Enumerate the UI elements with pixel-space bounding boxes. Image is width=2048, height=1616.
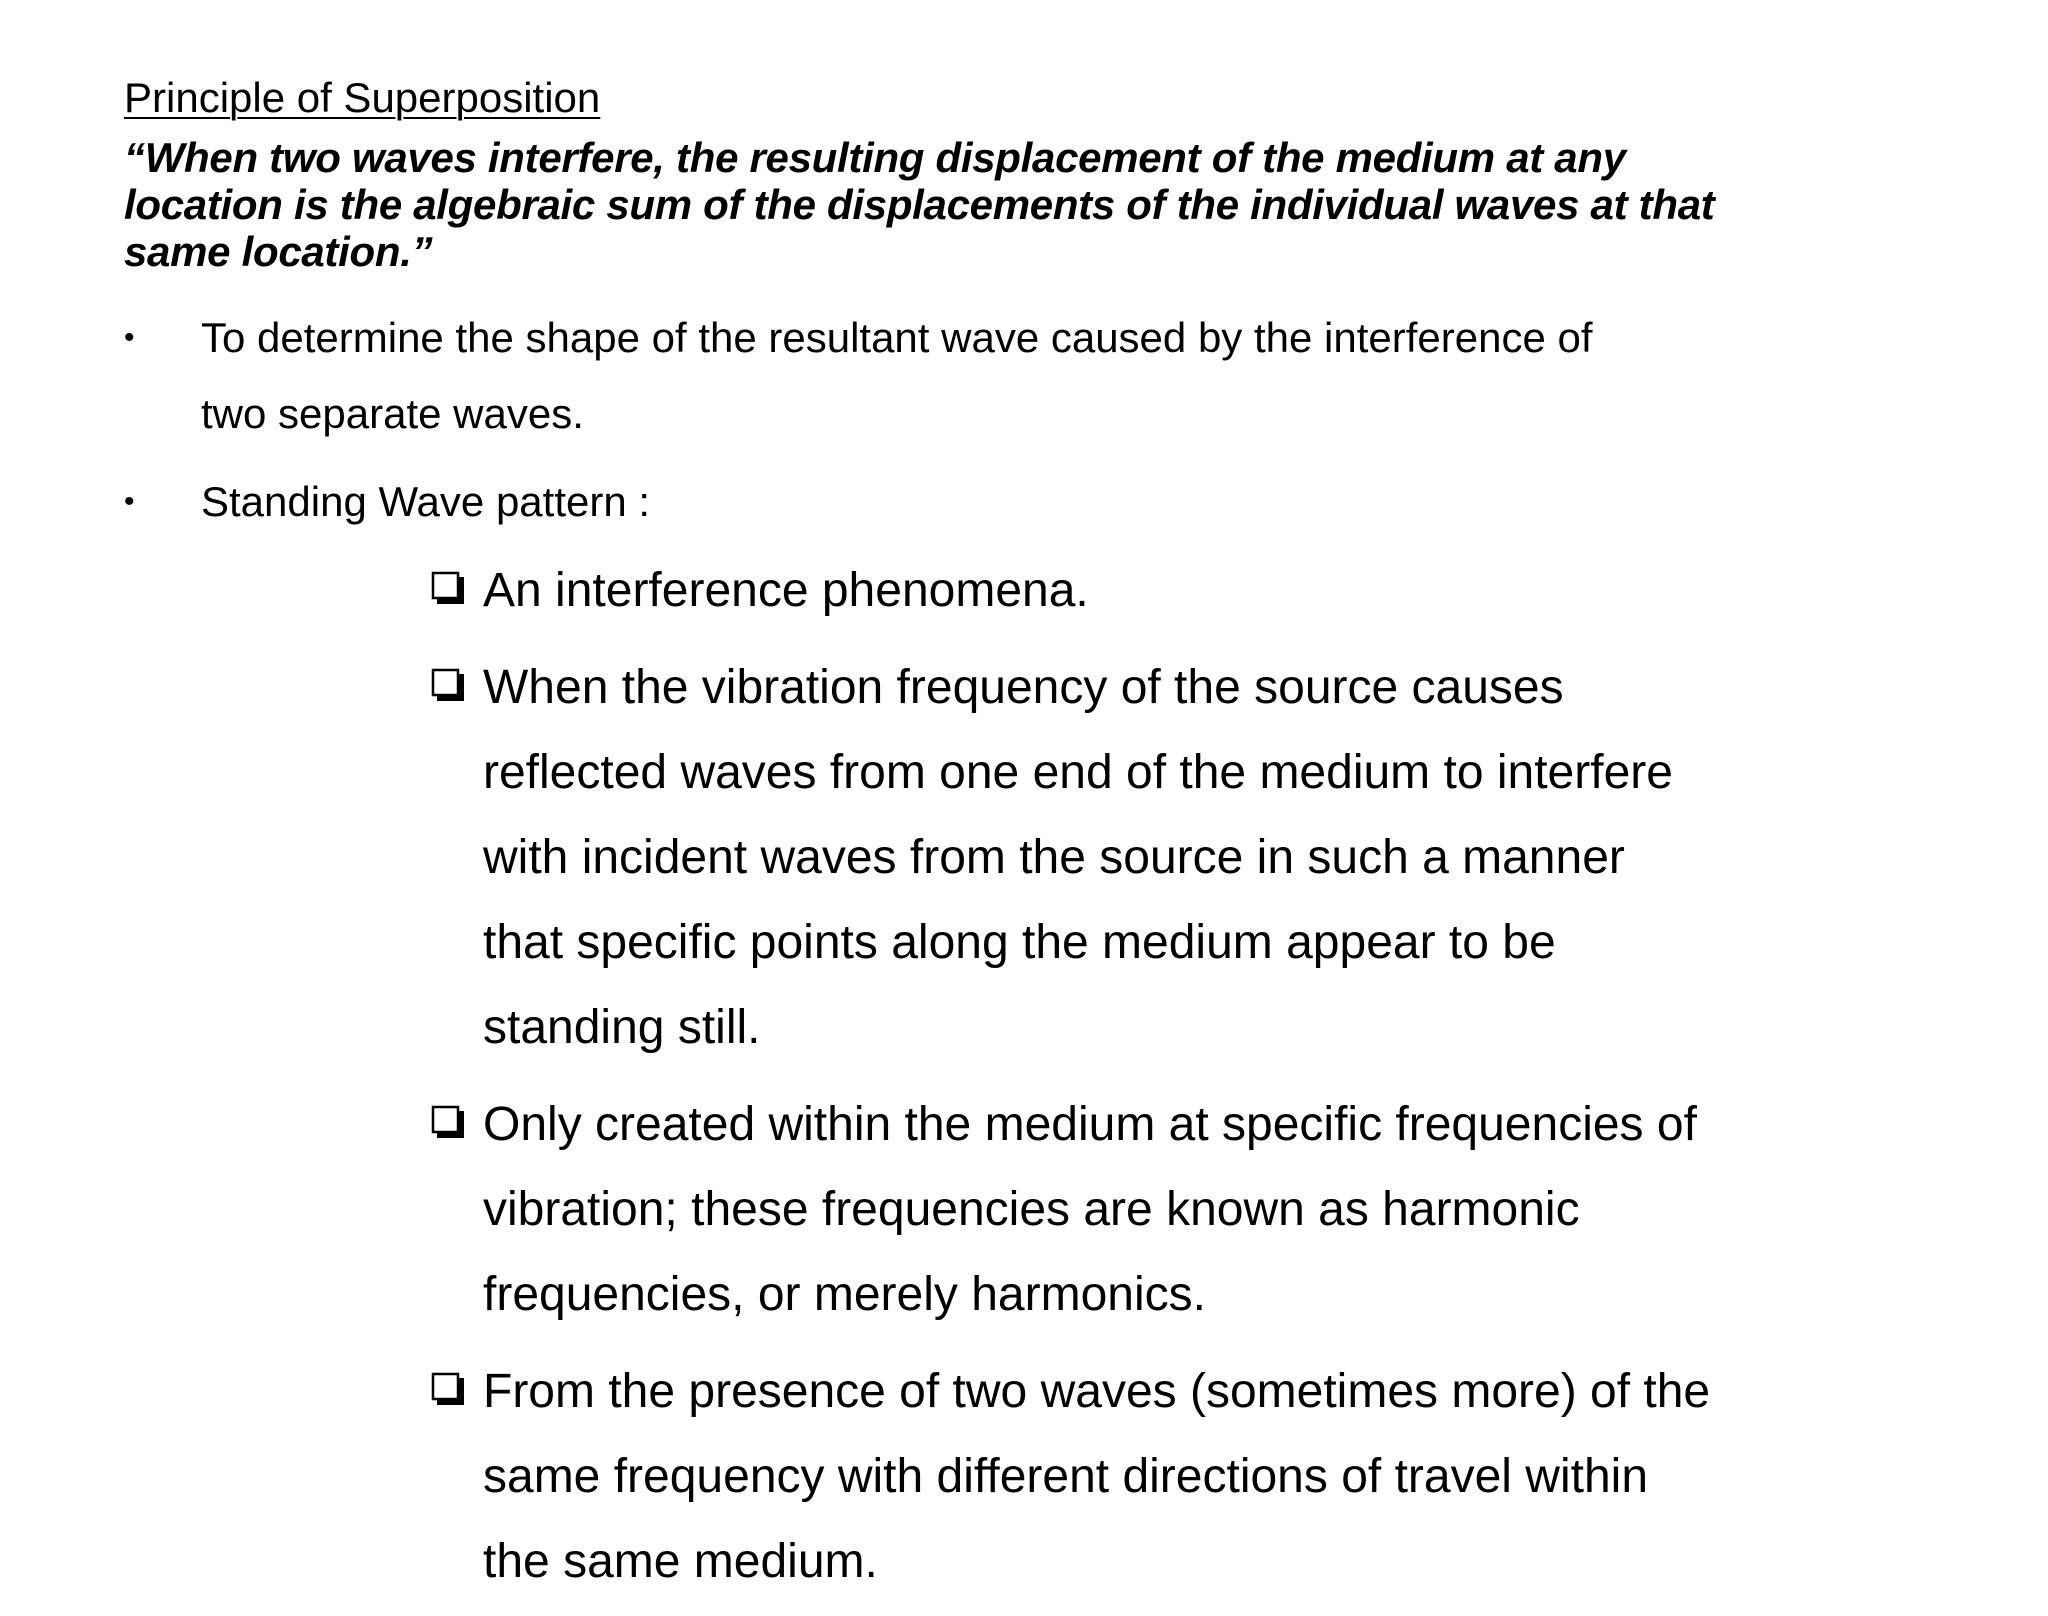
bullet-item: [124, 464, 1824, 540]
sub-item-line: reflected waves from one end of the medium to interfere: [483, 746, 1673, 799]
square-checkbox-icon: [432, 1106, 466, 1140]
quote-line: “When two waves interfere, the resulting displacement of the medium at any: [124, 134, 1626, 181]
bullet-item: [124, 300, 1824, 452]
sub-item-line: Only created within the medium at specific frequencies of: [483, 1098, 1697, 1151]
bullet-icon: •: [124, 485, 135, 518]
sub-item: [432, 1082, 2012, 1337]
sub-item-line: An interference phenomena.: [483, 564, 1089, 617]
sub-item-line: From the presence of two waves (sometimes more) of the: [483, 1365, 1711, 1418]
sub-item-line: same frequency with different directions of travel within: [483, 1450, 1649, 1503]
bullet-line: two separate waves.: [201, 390, 584, 437]
sub-item: [432, 1349, 2012, 1604]
standing-wave-list: [432, 548, 2012, 1616]
sub-item: [432, 548, 2012, 633]
sub-item-line: When the vibration frequency of the source causes: [483, 661, 1564, 714]
sub-item-line: that specific points along the medium appear to be: [483, 916, 1556, 969]
quote-line: location is the algebraic sum of the displacements of the individual waves at that: [124, 181, 1715, 228]
bullet-line: To determine the shape of the resultant wave caused by the interference of: [201, 314, 1593, 361]
heading: Principle of Superposition: [124, 74, 601, 121]
bullet-icon: •: [124, 321, 135, 354]
bullet-list: [124, 300, 1824, 540]
square-checkbox-icon: [432, 1373, 466, 1407]
sub-item: [432, 645, 2012, 1070]
sub-item-line: vibration; these frequencies are known as harmonic: [483, 1183, 1580, 1236]
definition-quote: [124, 134, 1824, 275]
quote-line: same location.”: [124, 228, 433, 275]
sub-item-line: frequencies, or merely harmonics.: [483, 1268, 1206, 1321]
square-checkbox-icon: [432, 572, 466, 606]
bullet-line: Standing Wave pattern :: [201, 478, 651, 525]
sub-item-line: standing still.: [483, 1001, 761, 1054]
sub-item-line: with incident waves from the source in such a manner: [483, 831, 1625, 884]
sub-item-line: the same medium.: [483, 1535, 878, 1588]
square-checkbox-icon: [432, 669, 466, 703]
